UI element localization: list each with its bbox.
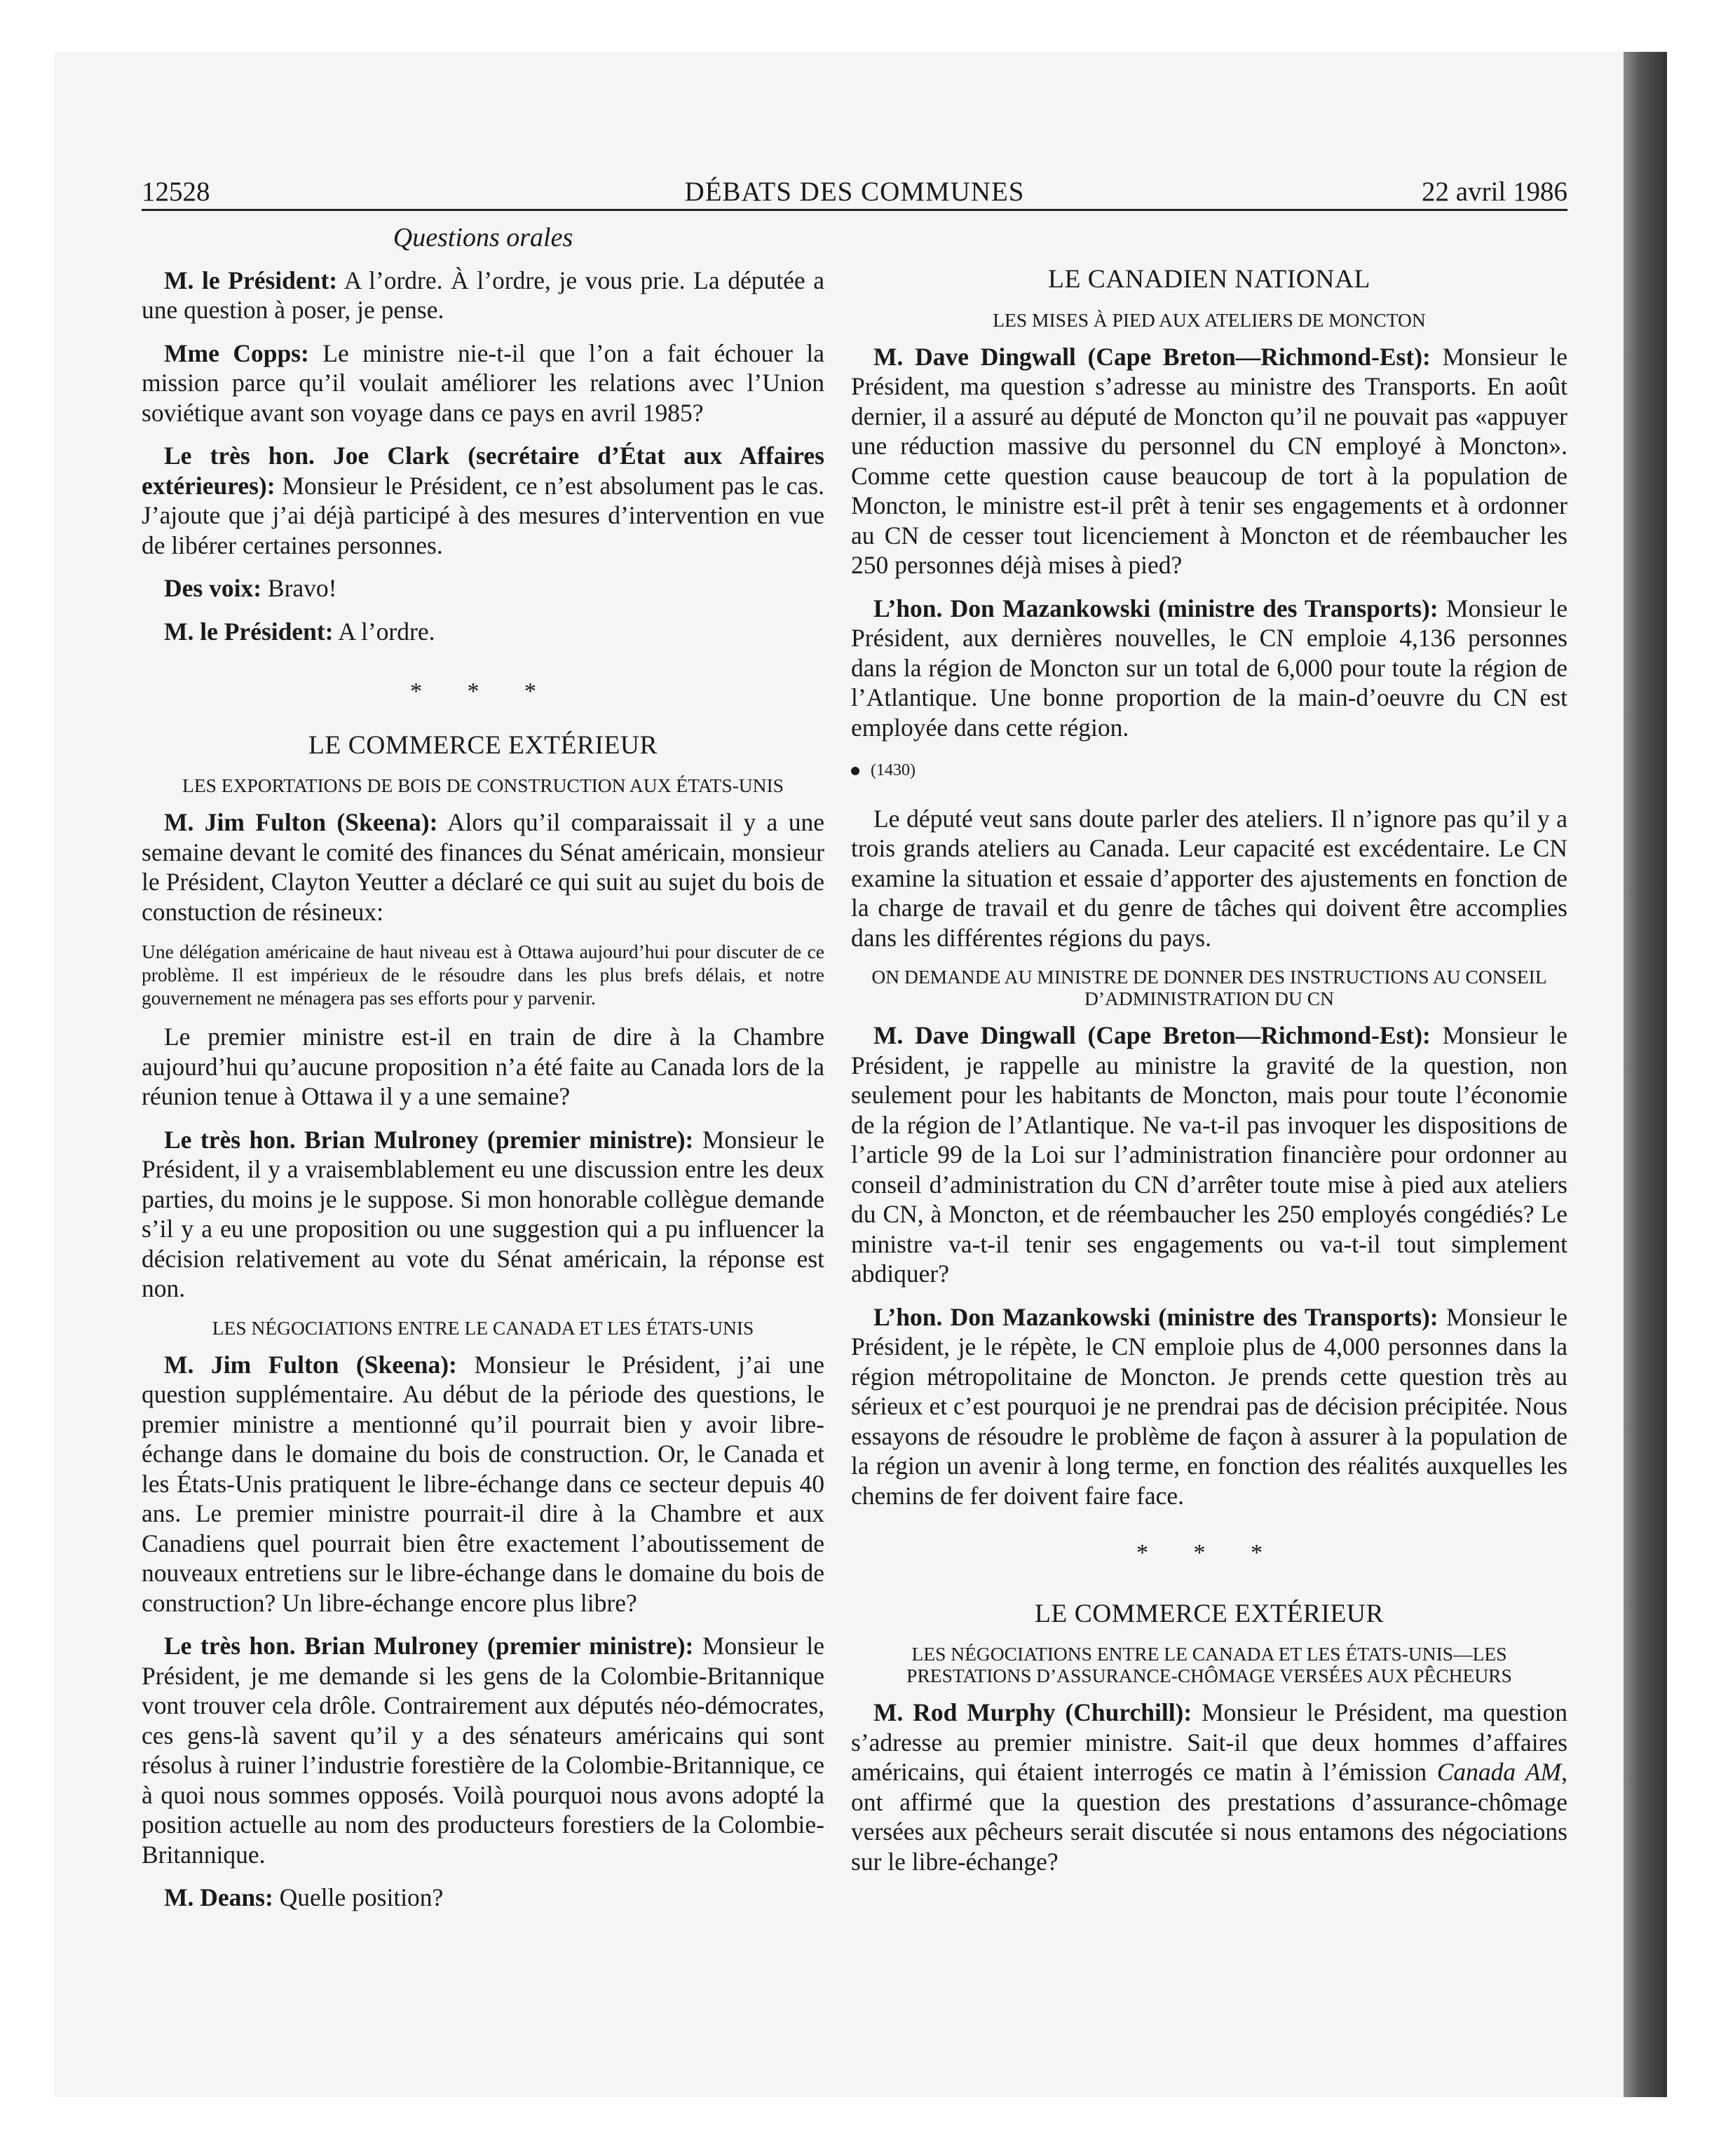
speaker: M. Deans: — [164, 1883, 273, 1911]
speaker: Le très hon. Brian Mulroney (premier ministre): — [164, 1632, 694, 1660]
speech: Monsieur le Président, ma question s’adresse au ministre des Transports. En août dernier, il a assuré au député de Moncton qu’il ne pouvait pas «appuyer une réduction massive du personnel du CN employé à Moncton». Comme cette question cause beaucoup de tort à la population de Moncton, le ministre est-il prêt à tenir ses engagements et à ordonner au CN de cesser tout licenciement à Moncton et de réembaucher les 250 personnes déjà mises à pied? — [851, 342, 1567, 579]
speech: Alors qu’il comparaissait il y a une semaine devant le comité des finances du Sénat américain, monsieur le Président, Clayton Yeutter a déclaré ce qui suit au sujet du bois de constuction de résineux: — [142, 808, 824, 926]
speech: Quelle position? — [273, 1883, 444, 1911]
speech: Monsieur le Président, je le répète, le CN emploie plus de 4,000 personnes dans la région métropolitaine de Moncton. Je prends cette question très au sérieux et c’est pourquoi je ne prendrai pas de décision précipitée. Nous essayons de résoudre le problème de façon à assurer à la population de la région un avenir à long terme, en fonction des réalités auxquelles les chemins de fer doivent faire face. — [851, 1302, 1567, 1510]
paragraph — [142, 266, 824, 325]
speech: A l’ordre. À l’ordre, je vous prie. La députée a une question à poser, je pense. — [142, 266, 825, 324]
publication-title: DÉBATS DES COMMUNES — [684, 177, 1025, 207]
speech: Bravo! — [261, 574, 337, 602]
running-head: Questions orales — [393, 223, 573, 252]
section-divider: * * * — [1136, 1540, 1282, 1566]
speaker: L’hon. Don Mazankowski (ministre des Transports): — [873, 594, 1438, 622]
section-subheading: LES EXPORTATIONS DE BOIS DE CONSTRUCTION AUX ÉTATS-UNIS — [182, 775, 784, 796]
speaker: M. Dave Dingwall (Cape Breton—Richmond-Est): — [873, 342, 1431, 371]
paragraph — [142, 441, 824, 560]
paragraph — [142, 1631, 824, 1869]
paragraph — [851, 1021, 1567, 1289]
scan-edge-shadow — [1624, 52, 1667, 2097]
paragraph — [142, 1022, 824, 1112]
speech: Monsieur le Président, ce n’est absolument pas le cas. J’ajoute que j’ai déjà participé à des mesures d’intervention en vue de libérer certaines personnes. — [142, 471, 824, 559]
speaker: Mme Copps: — [164, 339, 309, 367]
page-number: 12528 — [142, 177, 210, 207]
paragraph — [142, 339, 824, 428]
paragraph — [142, 807, 824, 927]
speech: Le premier ministre est-il en train de dire à la Chambre aujourd’hui qu’aucune proposition n’a été faite au Canada lors de la réunion tenue à Ottawa il y a une semaine? — [142, 1023, 824, 1110]
speech: Monsieur le Président, aux dernières nouvelles, le CN emploie 4,136 personnes dans la région de Moncton sur un total de 6,000 pour toute la région de l’Atlantique. Une bonne proportion de la main-d’oeuvre du CN est employée dans cette région. — [851, 594, 1567, 742]
time-marker-text: (1430) — [871, 761, 916, 779]
speech: , ont affirmé que la question des prestations d’assurance-chômage versées aux pêcheurs serait discutée si nous entamons des négociations sur le libre-échange? — [851, 1758, 1567, 1876]
section-divider: * * * — [410, 678, 556, 704]
speaker: Le très hon. Joe Clark (secrétaire d’État aux Affaires extérieures): — [142, 442, 824, 500]
paragraph — [142, 617, 824, 647]
section-subheading: LES NÉGOCIATIONS ENTRE LE CANADA ET LES ÉTATS-UNIS—LES PRESTATIONS D’ASSURANCE-CHÔMAGE VERSÉES AUX PÊCHEURS — [906, 1643, 1512, 1686]
speaker: Des voix: — [164, 574, 262, 602]
speaker: L’hon. Don Mazankowski (ministre des Transports): — [873, 1302, 1438, 1331]
paragraph — [142, 573, 824, 603]
program-title: Canada AM — [1436, 1758, 1562, 1786]
paragraph — [142, 1883, 824, 1913]
block-quote: Une délégation américaine de haut niveau est à Ottawa aujourd’hui pour discuter de ce problème. Il est impérieux de le résoudre dans les plus brefs délais, et notre gouvernement ne ménagera pas ses efforts pour y parvenir. — [142, 941, 824, 1009]
speech: Monsieur le Président, il y a vraisemblablement eu une discussion entre les deux parties, du moins je le suppose. Si mon honorable collègue demande s’il y a eu une proposition ou une suggestion qui a pu influencer la décision relativement au vote du Sénat américain, la réponse est non. — [142, 1125, 824, 1302]
speech: Le ministre nie-t-il que l’on a fait échouer la mission parce qu’il voulait améliorer les relations avec l’Union soviétique avant son voyage dans ce pays en avril 1985? — [142, 339, 824, 427]
speech: Monsieur le Président, je rappelle au ministre la gravité de la question, non seulement pour les habitants de Moncton, mais pour toute l’économie de la région de l’Atlantique. Ne va-t-il pas invoquer les dispositions de l’article 99 de la Loi sur l’administration financière pour ordonner au conseil d’administration du CN d’arrêter toute mise à pied aux ateliers du CN, à Moncton, et de réembaucher les 250 employés congédiés? Le ministre va-t-il tenir ses engagements ou va-t-il tout simplement abdiquer? — [851, 1021, 1567, 1288]
page-header — [142, 174, 1567, 211]
speech: Le député veut sans doute parler des ateliers. Il n’ignore pas qu’il y a trois grands ateliers au Canada. Leur capacité est excédentaire. Le CN examine la situation et essaie d’apporter des ajustements en fonction de la charge de travail et du genre de tâches qui doivent être accomplies dans les différentes régions du pays. — [851, 804, 1567, 952]
speaker: M. Jim Fulton (Skeena): — [164, 1350, 457, 1379]
speech: Monsieur le Président, je me demande si les gens de la Colombie-Britannique vont trouver cela drôle. Contrairement aux députés néo-démocrates, ces gens-là savent qu’il y a des sénateurs américains qui sont résolus à ruiner l’industrie forestière de la Colombie-Britannique, ce à quoi nous sommes opposés. Voilà pourquoi nous avons adopté la position actuelle au nom des producteurs forestiers de la Colombie-Britannique. — [142, 1632, 824, 1869]
speech: A l’ordre. — [333, 617, 435, 646]
paragraph — [142, 1125, 824, 1304]
paragraph — [851, 342, 1567, 580]
speech: Monsieur le Président, ma question s’adresse au premier ministre. Sait-il que deux hommes d’affaires américains, qui étaient interrogés ce matin à l’émission — [851, 1698, 1567, 1786]
paragraph — [142, 1350, 824, 1618]
paragraph — [851, 1698, 1567, 1876]
speaker: M. le Président: — [164, 617, 334, 646]
publication-date: 22 avril 1986 — [1422, 177, 1567, 207]
section-heading: LE COMMERCE EXTÉRIEUR — [1035, 1599, 1384, 1628]
paragraph — [851, 594, 1567, 743]
time-marker — [851, 756, 1567, 786]
speaker: M. Dave Dingwall (Cape Breton—Richmond-Est): — [873, 1021, 1431, 1049]
speaker: M. Jim Fulton (Skeena): — [164, 808, 438, 836]
section-subheading: LES MISES À PIED AUX ATELIERS DE MONCTON — [993, 308, 1426, 331]
speaker: M. Rod Murphy (Churchill): — [873, 1698, 1192, 1726]
section-subheading: ON DEMANDE AU MINISTRE DE DONNER DES INSTRUCTIONS AU CONSEIL D’ADMINISTRATION DU CN — [871, 966, 1547, 1009]
left-column — [142, 223, 824, 1926]
speaker: Le très hon. Brian Mulroney (premier ministre): — [164, 1125, 694, 1154]
paragraph — [851, 1302, 1567, 1511]
section-heading: LE COMMERCE EXTÉRIEUR — [308, 730, 658, 760]
paragraph — [851, 804, 1567, 953]
speech: Monsieur le Président, j’ai une question supplémentaire. Au début de la période des questions, le premier ministre a mentionné qu’il pourrait bien y avoir libre-échange dans le domaine du bois de construction. Or, le Canada et les États-Unis pratiquent le libre-échange dans ce secteur depuis 40 ans. Le premier ministre pourrait-il dire à la Chambre et aux Canadiens quel pourrait bien être exactement l’aboutissement de nouveaux entretiens sur le libre-échange dans le domaine du bois de construction? Un libre-échange encore plus libre? — [142, 1350, 825, 1617]
section-heading: LE CANADIEN NATIONAL — [1048, 265, 1370, 294]
speaker: M. le Président: — [164, 266, 338, 294]
bullet-icon — [851, 767, 859, 775]
right-column — [851, 265, 1567, 1890]
section-subheading: LES NÉGOCIATIONS ENTRE LE CANADA ET LES ÉTATS-UNIS — [212, 1316, 754, 1339]
